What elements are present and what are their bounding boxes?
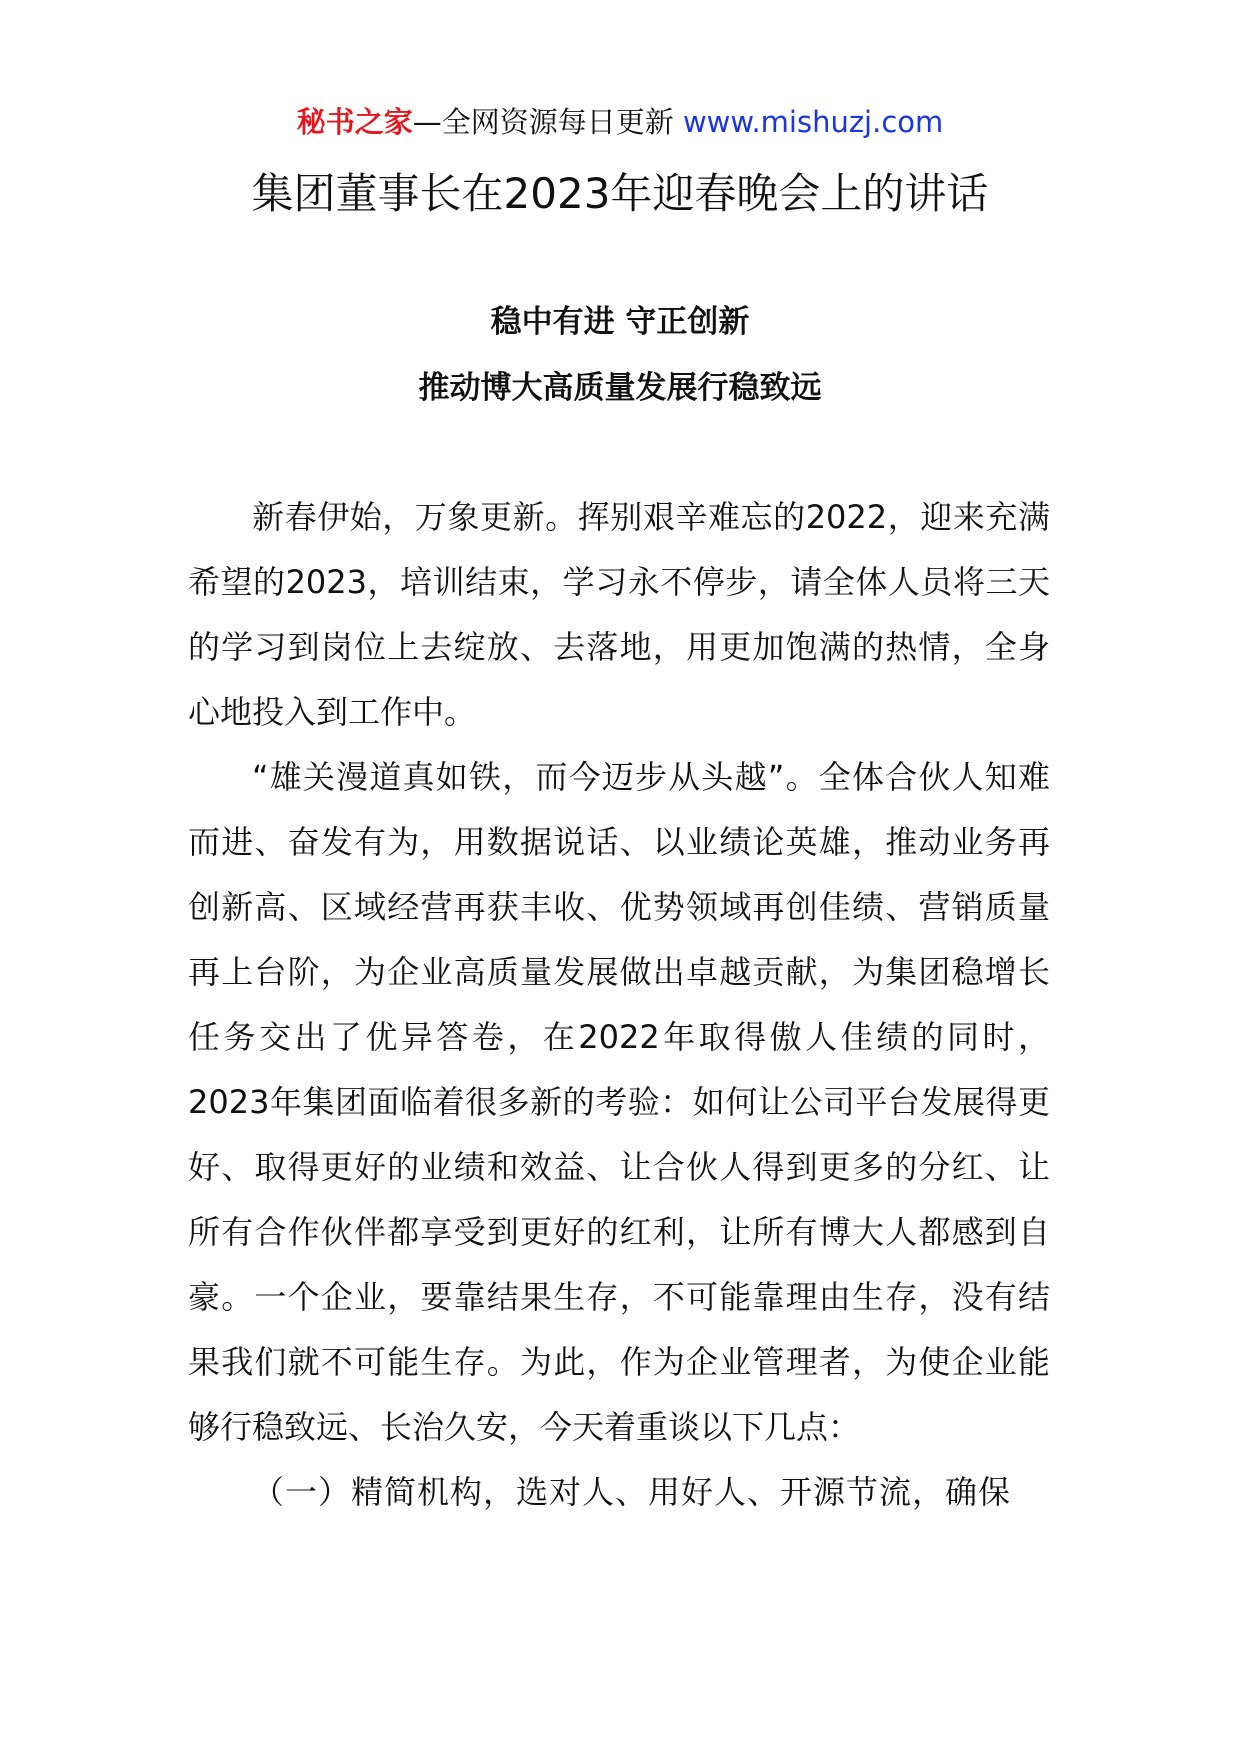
paragraph-main: “雄关漫道真如铁，而今迈步从头越”。全体合伙人知难而进、奋发有为，用数据说话、以业绩论英雄，推动业务再创新高、区域经营再获丰收、优势领域再创佳绩、营销质量再上台阶，为企业高质量发展做出卓越贡献，为集团稳增长任务交出了优异答卷，在2022年取得傲人佳绩的同时，2023年集团面临着很多新的考验：如何让公司平台发展得更好、取得更好的业绩和效益、让合伙人得到更多的分红、让所有合作伙伴都享受到更好的红利，让所有博大人都感到自豪。一个企业，要靠结果生存，不可能靠理由生存，没有结果我们就不可能生存。为此，作为企业管理者，为使企业能够行稳致远、长治久安，今天着重谈以下几点： (188, 758, 1050, 1446)
paragraph-opening: 新春伊始，万象更新。挥别艰辛难忘的2022，迎来充满希望的2023，培训结束，学习永不停步，请全体人员将三天的学习到岗位上去绽放、去落地，用更加饱满的热情，全身心地投入到工作中。 (188, 498, 1050, 731)
watermark-header (0, 102, 1240, 142)
paragraph-section-1: （一）精简机构，选对人、用好人、开源节流，确保 (252, 1473, 1012, 1511)
subtitle-line-1: 稳中有进 守正创新 (490, 304, 750, 340)
subtitle-line-2: 推动博大高质量发展行稳致远 (418, 370, 822, 406)
document-body (188, 485, 1050, 1525)
brand-url[interactable]: www.mishuzj.com (682, 105, 944, 139)
brand-slogan: —全网资源每日更新 (412, 105, 683, 139)
brand-name: 秘书之家 (296, 105, 413, 139)
document-title: 集团董事长在2023年迎春晚会上的讲话 (251, 169, 989, 218)
